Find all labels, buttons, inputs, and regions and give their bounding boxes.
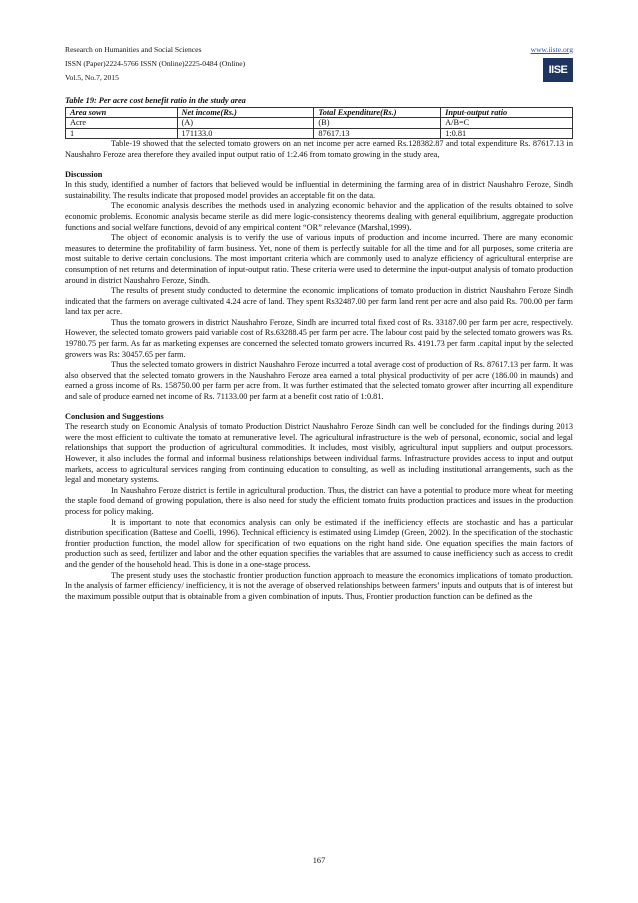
table-header-cell: Area sown [66, 107, 178, 118]
table-cell: (B) [314, 118, 441, 129]
table-cell: (A) [177, 118, 314, 129]
conclusion-paragraph: In Naushahro Feroze district is fertile in agricultural production. Thus, the district can have a potential to produce more wheat for meeting the staple food demand of growing population, there is also need for study the efficient tomato fruits production practices and issues in the production process for policy making. [65, 485, 573, 516]
website-link[interactable]: www.iiste.org [530, 45, 573, 54]
conclusion-paragraph: It is important to note that economics analysis can only be estimated if the inefficiency effects are stochastic and has a particular distribution specification (Battese and Coelli, 1996). Technical efficiency is estimated using Limdep (Green, 2002). In the specification of the stochastic frontier production function, the model allow for specification of two equations on the right hand side. One equation specifies the main factors of production such as seed, fertilizer and labor and the other equation specifies the variables that are assumed to cause inefficiency such as access to credit and the gender of the household head. This is done in a one-stage process. [65, 517, 573, 569]
table-cell: Acre [66, 118, 178, 129]
volume-line: Vol.5, No.7, 2015 [65, 73, 119, 82]
discussion-paragraph: In this study, identified a number of factors that believed would be influential in determining the farming area of in district Naushahro Feroze, Sindh sustainability. The results indicate that proposed model provides an acceptable fit on the data. [65, 180, 573, 200]
conclusion-paragraph: The research study on Economic Analysis of tomato Production District Naushahro Feroze Sindh can well be concluded for the findings during 2013 were the most efficient to cultivate the tomato at remunerative level. The agricultural infrastructure is the web of personal, economic, social and legal relationships that support the production of agricultural commodities. It includes, most visibly, agricultural input suppliers and output processors. However, it also includes the formal and informal business relationships between individual farms. Infrastructure provides access to input and output markets, access to agricultural services ranging from continuing education to consulting, as well as including institutional arrangements, such as the legal and monetary systems. [65, 422, 573, 485]
table-cell: 1:0.81 [441, 128, 573, 139]
table-header-cell: Total Expenditure(Rs.) [314, 107, 441, 118]
table-header-row [66, 107, 573, 118]
discussion-paragraph: The object of economic analysis is to verify the use of various inputs of production and income incurred. There are many economic measures to determine the profitability of farm business. Yet, none of them is perfectly suitable for all the time and for all purposes, some criteria are most suitable to derive certain conclusions. The most important criteria which are commonly used to analyze efficiency of agricultural enterprise are consumption of net returns and determination of input-output ratio. These criteria were used to determine the input-output analysis of tomato production around in district Naushahro Feroze, Sindh. [65, 233, 573, 285]
page-body [65, 96, 573, 602]
cost-benefit-table [65, 107, 573, 140]
page-header [65, 43, 573, 85]
page-number: 167 [312, 856, 326, 865]
table-header-cell: Net income(Rs.) [177, 107, 314, 118]
discussion-paragraph: Thus the selected tomato growers in district Naushahro Feroze incurred a total average cost of production of Rs. 87617.13 per farm. It was also observed that the selected tomato growers in the Naushahro Feroze area earned a total physical productivity of per acre (186.00 in maunds) and earned a gross income of Rs. 158750.00 per farm per acre from. It was further estimated that the selected tomato grower after incurring all expenditure and sale of produce earned net income of Rs. 71133.00 per farm at a benefit cost ratio of 1:0.81. [65, 360, 573, 402]
table-cell: A/B=C [441, 118, 573, 129]
discussion-paragraph: Thus the tomato growers in district Naushahro Feroze, Sindh are incurred total fixed cost of Rs. 33187.00 per farm per acre, respectively. However, the selected tomato growers paid variable cost of Rs.63288.45 per farm per acre. The labour cost paid by the selected tomato growers was Rs. 19780.75 per farm. As far as marketing expenses are concerned the selected tomato growers incurred Rs. 4191.73 per farm .capital input by the selected growers was Rs: 30457.65 per farm. [65, 317, 573, 359]
table-cell: 87617.13 [314, 128, 441, 139]
discussion-paragraph: The economic analysis describes the methods used in analyzing economic behavior and the application of the results obtained to solve economic problems. Economic analysis became sterile as did mere logic-consistency theorems dealing with general equilibrium, aggregate production functions and social welfare functions, devoid of any empirical content “OR” relevance (Marshal,1999). [65, 201, 573, 232]
table-cell: 171133.0 [177, 128, 314, 139]
discussion-paragraph: The results of present study conducted to determine the economic implications of tomato production in district Naushahro Feroze Sindh indicated that the farmers on average cultivated 4.24 acre of land. They spent Rs32487.00 per farm land rent per acre and also paid Rs. 700.00 per farm land tax per acre. [65, 286, 573, 317]
conclusion-heading: Conclusion and Suggestions [65, 411, 164, 421]
discussion-heading: Discussion [65, 169, 103, 179]
table-header-cell: Input-output ratio [441, 107, 573, 118]
table-row [66, 128, 573, 139]
issn-line: ISSN (Paper)2224-5766 ISSN (Online)2225-0484 (Online) [65, 59, 246, 68]
journal-name: Research on Humanities and Social Sciences [65, 45, 202, 54]
table-row [66, 118, 573, 129]
iiste-logo: IISE [543, 58, 573, 82]
table-note-paragraph: Table-19 showed that the selected tomato growers on an net income per acre earned Rs.128382.87 and total expenditure Rs. 87617.13 in Naushahro Feroze area therefore they availed input output ratio of 1:2.46 from tomato growing in the study area, [65, 139, 573, 159]
conclusion-paragraph: The present study uses the stochastic frontier production function approach to measure the economics implications of tomato production. In the analysis of farmer efficiency/ inefficiency, it is not the average of observed relationships between farmers’ inputs and outputs that is of interest but the maximum possible output that is obtainable from a given combination of inputs. Thus, Frontier production function can be defined as the [65, 570, 573, 601]
table-cell: 1 [66, 128, 178, 139]
table-caption: Table 19: Per acre cost benefit ratio in the study area [65, 96, 246, 105]
